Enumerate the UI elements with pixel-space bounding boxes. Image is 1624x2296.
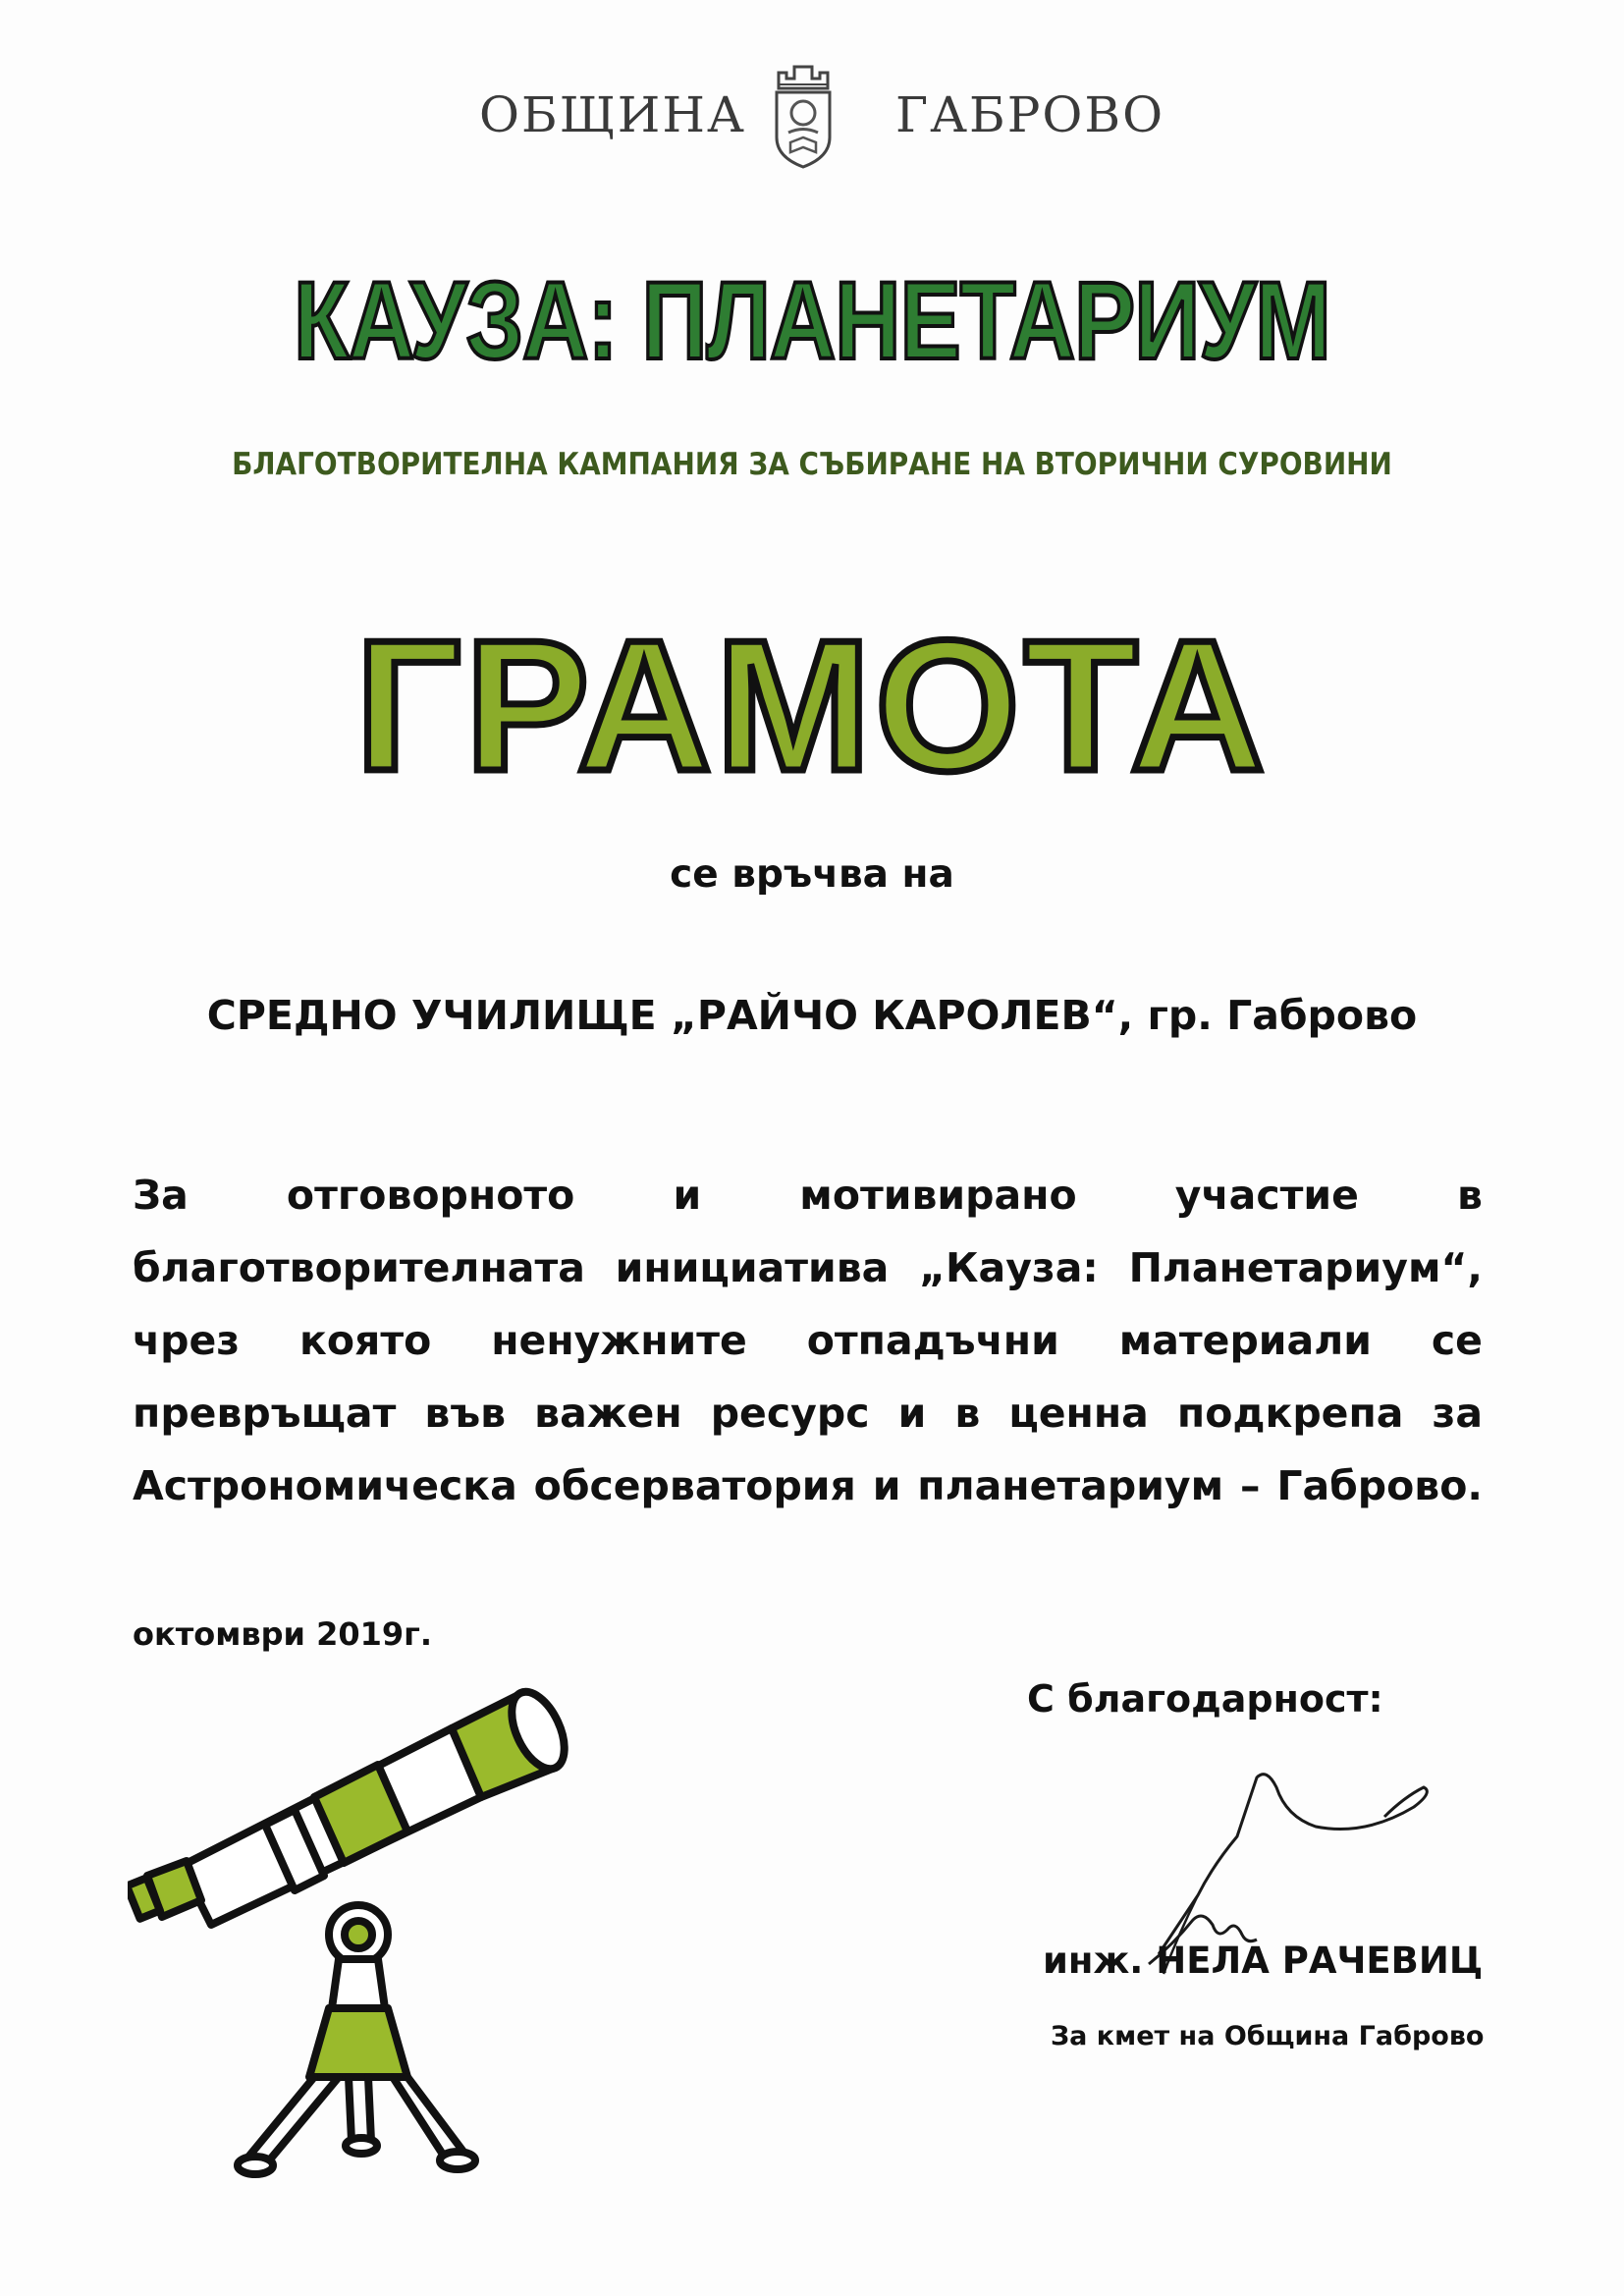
thanks-text: С благодарност: <box>1027 1677 1383 1721</box>
body-line: превръщат във важен ресурс и в ценна подкрепа за <box>133 1390 1483 1437</box>
municipality-word: ОБЩИНА <box>479 86 746 143</box>
campaign-title: КАУЗА: ПЛАНЕТАРИУМ <box>294 259 1330 382</box>
body-line: благотворителната инициатива „Кауза: Планетариум“, <box>133 1244 1483 1291</box>
issue-date: октомври 2019г. <box>133 1615 433 1653</box>
body-line: Астрономическа обсерватория и планетариум – Габрово. <box>133 1462 1483 1509</box>
signer-name: инж. НЕЛА РАЧЕВИЦ <box>1043 1940 1484 1982</box>
recipient-name: СРЕДНО УЧИЛИЩЕ „РАЙЧО КАРОЛЕВ“, гр. Габрово <box>206 992 1418 1039</box>
city-word: ГАБРОВО <box>895 86 1165 143</box>
gabrovo-coat-of-arms-icon <box>769 59 838 171</box>
telescope-icon <box>128 1669 589 2180</box>
campaign-subtitle: БЛАГОТВОРИТЕЛНА КАМПАНИЯ ЗА СЪБИРАНЕ НА ВТОРИЧНИ СУРОВИНИ <box>232 447 1392 482</box>
body-line: За отговорното и мотивирано участие в <box>133 1172 1483 1219</box>
certificate-body <box>133 1159 1483 1522</box>
certificate-title: ГРАМОТА <box>354 602 1270 810</box>
municipality-header <box>0 59 1624 177</box>
handed-to-text: се връчва на <box>670 852 954 897</box>
body-line: чрез която ненужните отпадъчни материали се <box>133 1317 1483 1364</box>
signer-role: За кмет на Община Габрово <box>1051 2021 1485 2051</box>
